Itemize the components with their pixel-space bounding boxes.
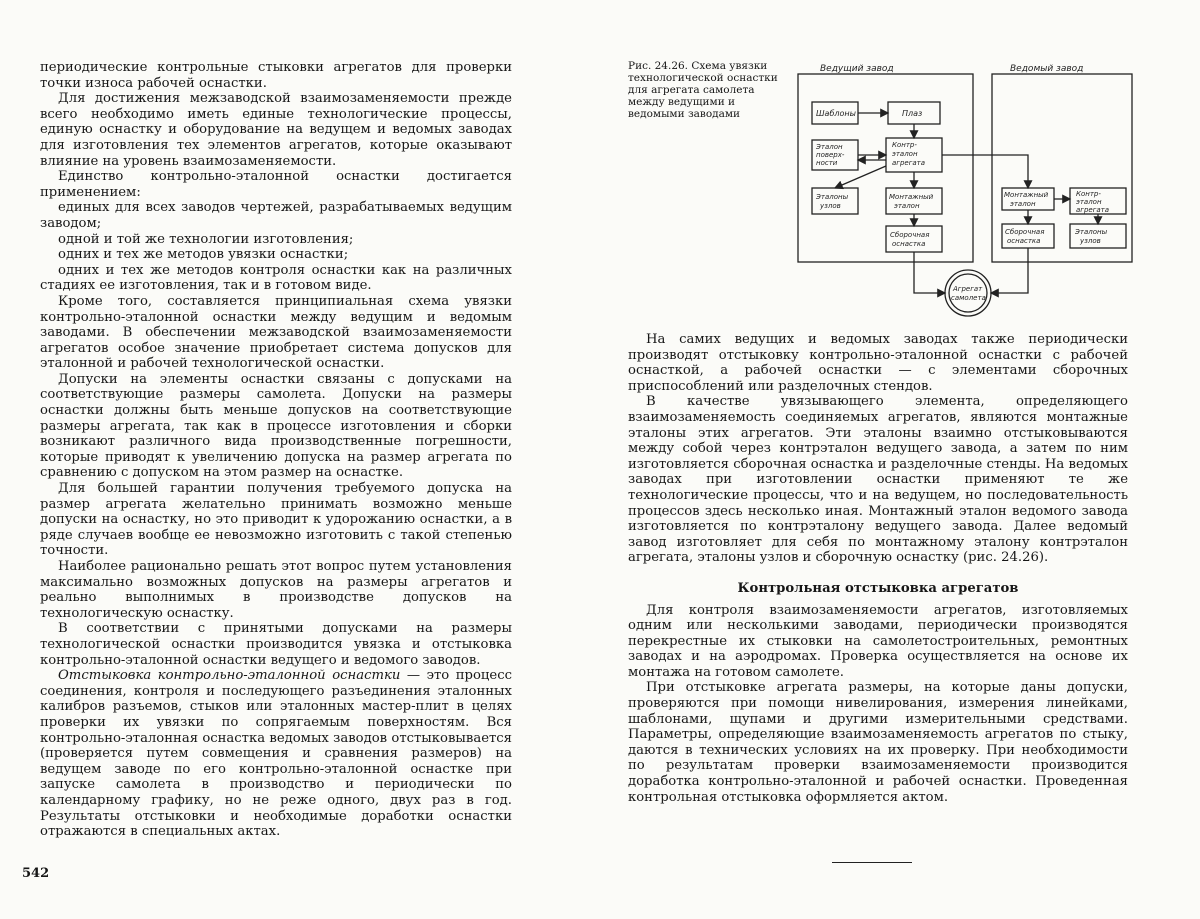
box-surface-std: поверх- [816, 151, 845, 159]
aggregate-label: самолета [951, 294, 986, 302]
box-plaz: Плаз [902, 109, 923, 118]
box-surface-std: Эталон [816, 143, 843, 151]
paragraph: Наиболее рационально решать этот вопрос путем установления максимально возможных допусков на размеры агрегатов и реально выполнимых в производстве допусков на технологическую оснастку. [40, 559, 512, 621]
paragraph: Для контроля взаимозаменяемости агрегатов, изготовляемых одним или несколькими заводами, периодически производятся перекрестные их стыковки на самолетостроительных, ремонтных заводах и на аэродромах. Проверка осуществляется на основе их монтажа на готовом самолете. [628, 602, 1128, 680]
list-item: одних и тех же методов контроля оснастки как на различных стадиях ее изготовления, так и в готовом виде. [40, 262, 512, 294]
box-s-assembly: Сборочная [1005, 228, 1045, 236]
box-control: эталон [892, 150, 918, 158]
paragraph: В качестве увязывающего элемента, определяющего взаимозаменяемость соединяемых агрегатов, являются монтажные эталоны этих агрегатов. Эти эталоны взаимно отстыковываются между собой через контрэталон ведущего завода, а затем по ним изготовляется сборочная оснастка и разделочные стенды. На ведомых заводах при изготовлении оснастки применяют те же технологические процессы, что и на ведущем, но последовательность процессов здесь несколько иная. Монтажный эталон ведомого завода изготовляется по контрэталону ведущего завода. Далее ведомый завод изготовляет для себя по монтажному эталону контрэталон агрегата, эталоны узлов и сборочную оснастку (рис. 24.26). [628, 394, 1128, 566]
paragraph-rest: — это процесс соединения, контроля и последующего разъединения эталонных калибров разъемов, стыков или эталонных мастер-плит в целях проверки их увязки по сопрягаемым поверхностям. Вся контрольно-эталонная оснастка ведомых заводов отстыковывается (проверяется путем совмещения и сравнения размеров) на ведущем заводе по его контрольно-эталонной оснастке при запуске самолета в производство и периодически по календарному графику, но не реже одного, двух раз в год. Результаты отстыковки и необходимые доработки оснастки отражаются в специальных актах. [40, 668, 512, 840]
slave-plant-label: Ведомый завод [1010, 64, 1084, 74]
figure-caption: Рис. 24.26. Схема увязки технологической оснастки для агрегата самолета между ведущими и ведомыми заводами [628, 60, 778, 120]
aggregate-label: Агрегат [953, 285, 983, 293]
box-s-control: Контр- [1076, 190, 1101, 198]
paragraph: Для большей гарантии получения требуемого допуска на размер агрегата желательно принимать возможно меньше допуски на оснастку, но это приводит к удорожанию оснастки, а в ряде случаев вообще ее невозможно изготовить с такой степенью точности. [40, 481, 512, 559]
paragraph: При отстыковке агрегата размеры, на которые даны допуски, проверяются при помощи нивелирования, измерения линейками, шаблонами, щупами и другими измерительными средствами. Параметры, определяющие взаимозаменяемость агрегатов по стыку, даются в технических условиях на их проверку. При необходимости по результатам проверки взаимозаменяемости производится доработка контрольно-эталонной и рабочей оснастки. Проведенная контрольная отстыковка оформляется актом. [628, 680, 1128, 805]
list-item: одной и той же технологии изготовления; [58, 231, 354, 247]
leading-plant-label: Ведущий завод [820, 64, 894, 74]
paragraph: В соответствии с принятыми допусками на размеры технологической оснастки производится увязка и отстыковка контрольно-эталонной оснастки ведущего и ведомого заводов. [40, 621, 512, 668]
paragraph: Допуски на элементы оснастки связаны с допусками на соответствующие размеры самолета. Допуски на размеры оснастки должны быть меньше допусков на соответствующие размеры агрегата, так как в процессе изготовления и сборки возникают различного вида производственные погрешности, которые приводят к увеличению допуска на размер агрегата по сравнению с допуском на этом размер на оснастке. [40, 371, 512, 481]
paragraph: Для достижения межзаводской взаимозаменяемости прежде всего необходимо иметь единые технологические процессы, единую оснастку и оборудование на ведущем и ведомых заводах для изготовления тех элементов агрегатов, которые оказывают влияние на уровень взаимозаменяемости. [40, 91, 512, 169]
list [40, 200, 512, 294]
right-text-column [628, 332, 1128, 805]
bottom-rule [832, 862, 912, 863]
box-node-std: Эталоны [816, 193, 849, 201]
left-text-column [40, 60, 512, 840]
box-templates: Шаблоны [816, 109, 856, 118]
paragraph: Кроме того, составляется принципиальная схема увязки контрольно-эталонной оснастки между ведущим и ведомым заводами. В обеспечении межзаводской взаимозаменяемости агрегатов особое значение приобретает система допусков для эталонной и рабочей технологической оснастки. [40, 293, 512, 372]
box-node-std: узлов [820, 202, 841, 210]
box-assembly: оснастка [892, 240, 926, 248]
box-assembly: Сборочная [890, 231, 930, 239]
box-s-mount: эталон [1010, 200, 1036, 208]
box-mount: эталон [894, 202, 920, 210]
list-item: одних и тех же методов увязки оснастки; [58, 247, 349, 263]
box-mount: Монтажный [889, 193, 934, 201]
page-number: 542 [22, 866, 50, 881]
section-heading: Контрольная отстыковка агрегатов [737, 580, 1019, 596]
paragraph: периодические контрольные стыковки агрегатов для проверки точки износа рабочей оснастки. [40, 60, 512, 91]
box-surface-std: ности [816, 159, 838, 167]
box-s-control: эталон [1076, 198, 1102, 206]
list-item: единых для всех заводов чертежей, разрабатываемых ведущим заводом; [40, 200, 512, 231]
box-s-control: агрегата [1076, 206, 1110, 214]
paragraph [40, 668, 512, 840]
box-control: агрегата [892, 159, 926, 167]
paragraph: Единство контрольно-эталонной оснастки достигается применением: [40, 169, 512, 200]
box-s-mount: Монтажный [1004, 191, 1049, 199]
box-s-node: узлов [1080, 237, 1101, 245]
box-s-node: Эталоны [1075, 228, 1108, 236]
italic-term: Отстыковка контрольно-эталонной оснастки [58, 668, 401, 684]
box-control: Контр- [892, 141, 917, 149]
paragraph: На самих ведущих и ведомых заводах также периодически производят отстыковку контрольно-эталонной оснастки с рабочей оснасткой, а рабочей оснастки — с элементами сборочных приспособлений или разделочных стендов. [628, 332, 1128, 394]
tooling-diagram [790, 60, 1140, 322]
box-s-assembly: оснастка [1007, 237, 1041, 245]
